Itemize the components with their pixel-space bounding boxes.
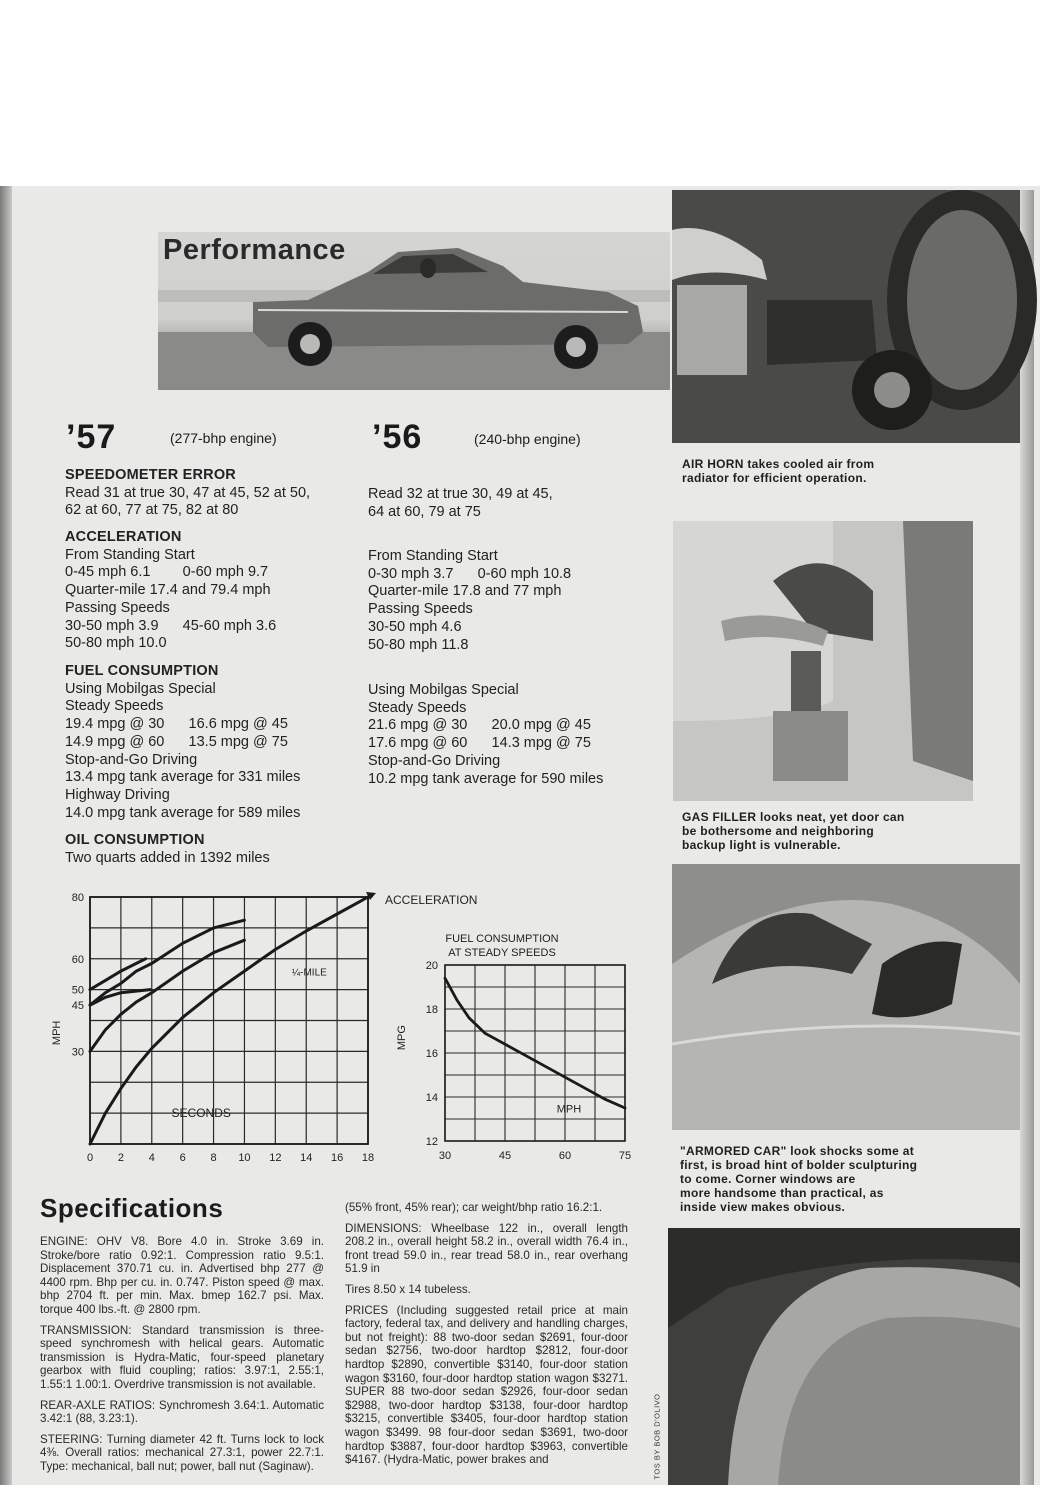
spec-rear-axle: REAR-AXLE RATIOS: Synchromesh 3.64:1. Automatic 3.42:1 (88, 3.23:1). [40,1398,324,1426]
spec-engine: ENGINE: OHV V8. Bore 4.0 in. Stroke 3.69 in. Stroke/bore ratio 0.92:1. Compression ratio 9.5:1. Displacement 370.71 cu. in. Advertised bhp 277 @ 4400 rpm. Bhp per cu. in. 0.747. Piston speed @ max. bhp 2704 ft. per min. Max. bmep 162.7 psi. Max. torque 400 lbs.-ft. @ 2800 rpm. [40,1235,324,1316]
x-tick-label: 0 [86,1152,94,1164]
x-tick-label: 45 [498,1150,512,1162]
text-line: Read 32 at true 30, 49 at 45, [368,486,553,502]
x-tick-label: 10 [238,1152,251,1164]
photo-credit [650,1392,664,1482]
caption-line: first, is broad hint of bolder sculpturing [680,1158,918,1172]
y-tick-label: 30 [71,1046,84,1059]
text-line: 10.2 mpg tank average for 590 miles [368,770,604,787]
caption-line: backup light is vulnerable. [682,838,841,852]
spec-transmission: TRANSMISSION: Standard transmission is three-speed synchromesh with helical gears. Automatic transmission is Hydra-Matic, four-speed planetary gearbox with fluid coupling; ratios: 3.97:1, 2.55:1, 1.55:1 1.00:1. Overdrive transmission is not available. [40,1323,324,1391]
spec-tires: Tires 8.50 x 14 tubeless. [345,1282,471,1296]
air-horn-photo [672,190,1020,443]
speedometer-1956 [368,486,668,521]
fuel-consumption-1957 [65,663,365,822]
quarter-mile-annotation: ¼-MILE [291,967,327,979]
x-tick-label: 60 [558,1150,572,1162]
caption-line: "ARMORED CAR" look shocks some at [680,1144,914,1158]
x-tick-label: 12 [269,1152,282,1164]
text-line: 0-30 mph 3.7 0-60 mph 10.8 [368,565,572,582]
x-tick-label: 16 [330,1152,344,1164]
text-line: Passing Speeds [368,601,473,618]
text-line: Read 31 at true 30, 47 at 45, 52 at 50, [65,484,311,501]
x-axis-label: MPH [556,1103,582,1116]
text-line: 14.9 mpg @ 60 13.5 mpg @ 75 [65,733,288,750]
caption-line: to come. Corner windows are [680,1172,856,1186]
text-line: 62 at 60, 77 at 75, 82 at 80 [65,502,239,519]
year-1957-heading: ’57 [66,418,117,456]
oil-heading: OIL CONSUMPTION [65,832,205,848]
caption-line: AIR HORN takes cooled air from [682,457,875,471]
armored-car-photo [672,864,1020,1130]
text-line: 50-80 mph 10.0 [65,635,167,652]
acceleration-1957 [65,529,365,653]
engine-1956: (240-bhp engine) [474,431,581,447]
text-line: 30-50 mph 3.9 45-60 mph 3.6 [65,617,277,634]
page-spine-shadow [0,186,12,1485]
air-horn-caption [682,457,874,485]
text-line: From Standing Start [65,546,195,563]
y-tick-label: 20 [425,960,438,972]
acceleration-curve-3 [90,920,244,1005]
speedometer-1957 [65,467,365,520]
text-line: 64 at 60, 79 at 75 [368,503,481,520]
interior-view-photo [668,1228,1020,1485]
spec-steering: STEERING: Turning diameter 42 ft. Turns lock to lock 4⅜. Overall ratios: mechanical 27.3:1, power 22.7:1. Type: mechanical, ball nut; power, ball nut (Saginaw). [40,1432,324,1473]
fuel-consumption-1956 [368,682,668,788]
x-tick-label: 14 [300,1152,313,1164]
text-line: Passing Speeds [65,599,170,616]
x-tick-label: 2 [117,1152,124,1164]
speedometer-heading: SPEEDOMETER ERROR [65,467,236,483]
text-line: Stop-and-Go Driving [65,751,198,768]
x-axis-label: SECONDS [171,1105,231,1120]
y-tick-label: 50 [71,984,84,997]
page-right-edge [1020,190,1034,1485]
text-line: 17.6 mpg @ 60 14.3 mpg @ 75 [368,735,591,752]
text-line: Two quarts added in 1392 miles [65,849,270,866]
y-axis-label: MPG [396,1025,408,1051]
year-1956-heading: ’56 [372,418,423,456]
gas-filler-photo [673,521,973,801]
x-tick-label: 8 [210,1152,217,1164]
y-tick-label: 14 [425,1092,438,1104]
y-tick-label: 80 [71,892,84,904]
text-line: 21.6 mpg @ 30 20.0 mpg @ 45 [368,717,591,734]
text-line: Steady Speeds [65,698,164,715]
text-line: 13.4 mpg tank average for 331 miles [65,769,301,786]
chart-title-line-1: FUEL CONSUMPTION [445,933,559,945]
gas-filler-caption [682,810,905,852]
text-line: Quarter-mile 17.8 and 77 mph [368,583,562,600]
engine-illustration [672,190,1020,443]
text-line: 19.4 mpg @ 30 16.6 mpg @ 45 [65,716,288,733]
text-line: Using Mobilgas Special [368,682,519,698]
caption-line: be bothersome and neighboring [682,824,875,838]
specifications-left-column [40,1235,324,1481]
fuel-heading: FUEL CONSUMPTION [65,663,219,679]
y-axis-label: MPH [51,1020,63,1046]
chart-title-line-2: AT STEADY SPEEDS [448,947,556,959]
y-tick-label: 12 [425,1136,438,1148]
x-tick-label: 4 [148,1152,155,1164]
caption-line: inside view makes obvious. [680,1200,846,1214]
text-line: 30-50 mph 4.6 [368,618,462,635]
performance-title: Performance [163,234,346,266]
interior-illustration [668,1228,1020,1485]
x-tick-label: 75 [618,1150,632,1162]
text-line: Stop-and-Go Driving [368,752,501,769]
caption-line: GAS FILLER looks neat, yet door can [682,810,905,824]
text-line: 50-80 mph 11.8 [368,636,469,653]
armored-car-caption [680,1144,917,1214]
specifications-title: Specifications [40,1193,224,1223]
spec-dimensions: DIMENSIONS: Wheelbase 122 in., overall length 208.2 in., overall height 58.2 in., overall width 76.4 in., front tread 59.0 in., rear tread 58.0 in., rear overhang 51.9 in [345,1221,628,1276]
y-tick-label: 45 [71,1000,84,1013]
oil-consumption-1957 [65,832,365,867]
text-line: 14.0 mpg tank average for 589 miles [65,804,301,821]
y-tick-label: 18 [425,1004,438,1016]
text-line: Quarter-mile 17.4 and 79.4 mph [65,582,271,599]
roof-illustration [672,864,1020,1130]
spec-weight: (55% front, 45% rear); car weight/bhp ratio 16.2:1. [345,1201,603,1214]
text-line: From Standing Start [368,548,498,564]
acceleration-heading: ACCELERATION [65,529,182,545]
x-tick-label: 18 [361,1152,375,1164]
photo-credit-text: TOS BY BOB D'OLIVO [652,1393,662,1480]
text-line: 0-45 mph 6.1 0-60 mph 9.7 [65,564,269,581]
text-line: Highway Driving [65,786,170,803]
text-line: Steady Speeds [368,699,467,716]
engine-1957: (277-bhp engine) [170,430,277,446]
chart-title: ACCELERATION [385,893,478,907]
caption-line: radiator for efficient operation. [682,471,867,485]
spec-prices: PRICES (Including suggested retail price at main factory, federal tax, and delivery and handling charges, but not freight): 88 two-door sedan $2691, four-door sedan $2756, two-door hardtop $2812, four-door hardtop $2890, convertible $3140, four-door station wagon $3160, four-door hardtop station wagon $3271. SUPER 88 two-door sedan $2926, four-door sedan $2988, two-door hardtop $3138, four-door hardtop $3215, convertible $3405, four-door hardtop station wagon $3499. 98 four-door sedan $3691, two-door hardtop $3887, four-door hardtop $3963, convertible $4167. (Hydra-Matic, power brakes and [345,1303,628,1467]
acceleration-1956 [368,548,668,654]
text-line: Using Mobilgas Special [65,680,216,697]
gas-filler-illustration [673,521,973,801]
scan-background [0,0,1050,188]
x-tick-label: 30 [438,1150,452,1162]
caption-line: more handsome than practical, as [680,1186,884,1200]
fuel-consumption-chart [385,925,640,1175]
x-tick-label: 6 [179,1152,186,1164]
y-tick-label: 16 [425,1048,438,1060]
specifications-right-column [345,1201,628,1474]
y-tick-label: 60 [71,953,84,966]
